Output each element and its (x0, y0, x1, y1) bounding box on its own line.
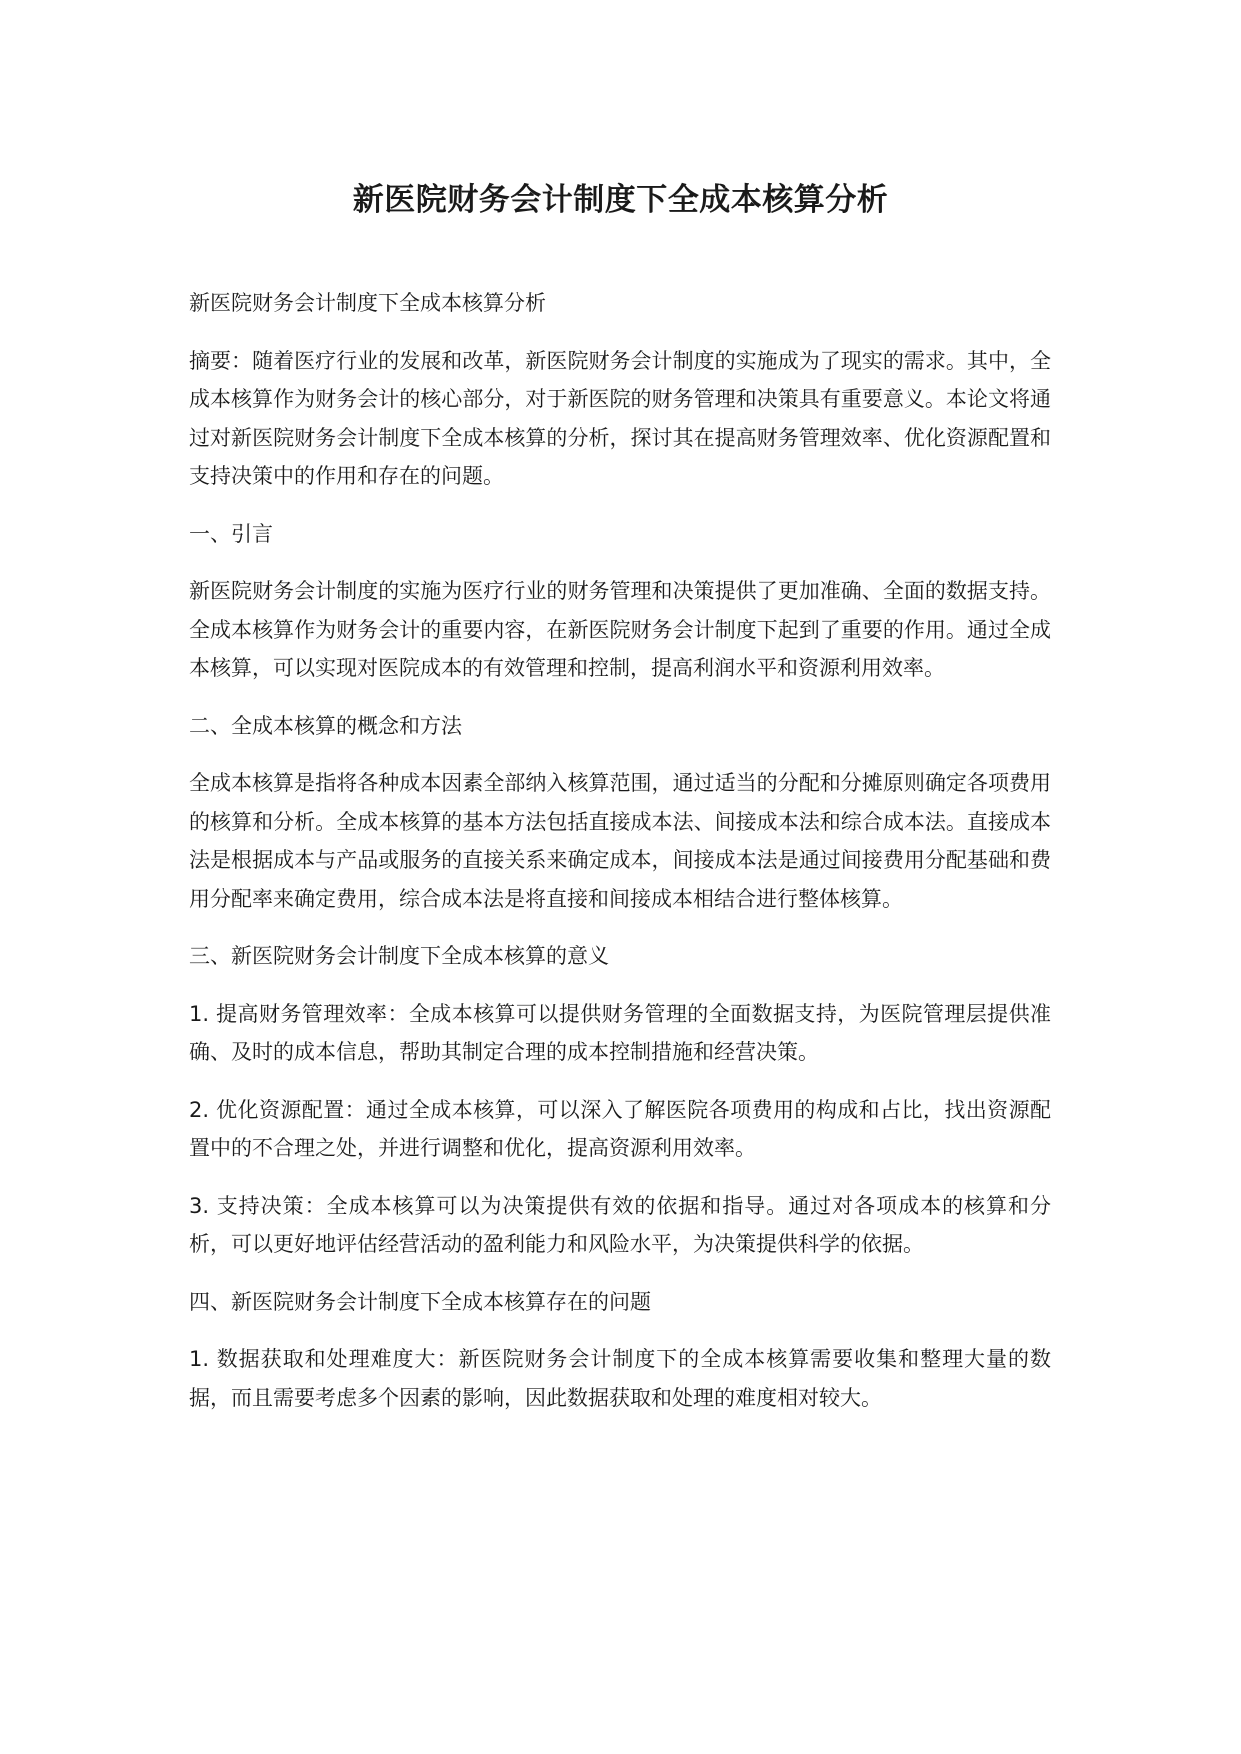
document-title: 新医院财务会计制度下全成本核算分析 (352, 182, 889, 218)
section-heading-introduction: 一、引言 (189, 521, 273, 546)
document-body (189, 284, 1051, 1436)
list-item-significance-2: 2. 优化资源配置：通过全成本核算，可以深入了解医院各项费用的构成和占比，找出资源配置中的不合理之处，并进行调整和优化，提高资源利用效率。 (189, 1097, 1051, 1160)
list-item-significance-3: 3. 支持决策：全成本核算可以为决策提供有效的依据和指导。通过对各项成本的核算和分析，可以更好地评估经营活动的盈利能力和风险水平，为决策提供科学的依据。 (189, 1193, 1051, 1256)
section-heading-problems: 四、新医院财务会计制度下全成本核算存在的问题 (189, 1289, 651, 1314)
subtitle-paragraph: 新医院财务会计制度下全成本核算分析 (189, 291, 546, 315)
abstract-paragraph: 摘要：随着医疗行业的发展和改革，新医院财务会计制度的实施成为了现实的需求。其中，全成本核算作为财务会计的核心部分，对于新医院的财务管理和决策具有重要意义。本论文将通过对新医院财务会计制度下全成本核算的分析，探讨其在提高财务管理效率、优化资源配置和支持决策中的作用和存在的问题。 (189, 348, 1051, 488)
list-item-significance-1: 1. 提高财务管理效率：全成本核算可以提供财务管理的全面数据支持，为医院管理层提供准确、及时的成本信息，帮助其制定合理的成本控制措施和经营决策。 (189, 1001, 1051, 1064)
list-item-problems-1: 1. 数据获取和处理难度大：新医院财务会计制度下的全成本核算需要收集和整理大量的数据，而且需要考虑多个因素的影响，因此数据获取和处理的难度相对较大。 (189, 1347, 1051, 1410)
section-heading-concept-method: 二、全成本核算的概念和方法 (189, 713, 462, 738)
section-body-introduction: 新医院财务会计制度的实施为医疗行业的财务管理和决策提供了更加准确、全面的数据支持。全成本核算作为财务会计的重要内容，在新医院财务会计制度下起到了重要的作用。通过全成本核算，可以实现对医院成本的有效管理和控制，提高利润水平和资源利用效率。 (189, 579, 1051, 680)
section-heading-significance: 三、新医院财务会计制度下全成本核算的意义 (189, 944, 609, 968)
section-body-concept-method: 全成本核算是指将各种成本因素全部纳入核算范围，通过适当的分配和分摊原则确定各项费用的核算和分析。全成本核算的基本方法包括直接成本法、间接成本法和综合成本法。直接成本法是根据成本与产品或服务的直接关系来确定成本，间接成本法是通过间接费用分配基础和费用分配率来确定费用，综合成本法是将直接和间接成本相结合进行整体核算。 (189, 771, 1051, 911)
